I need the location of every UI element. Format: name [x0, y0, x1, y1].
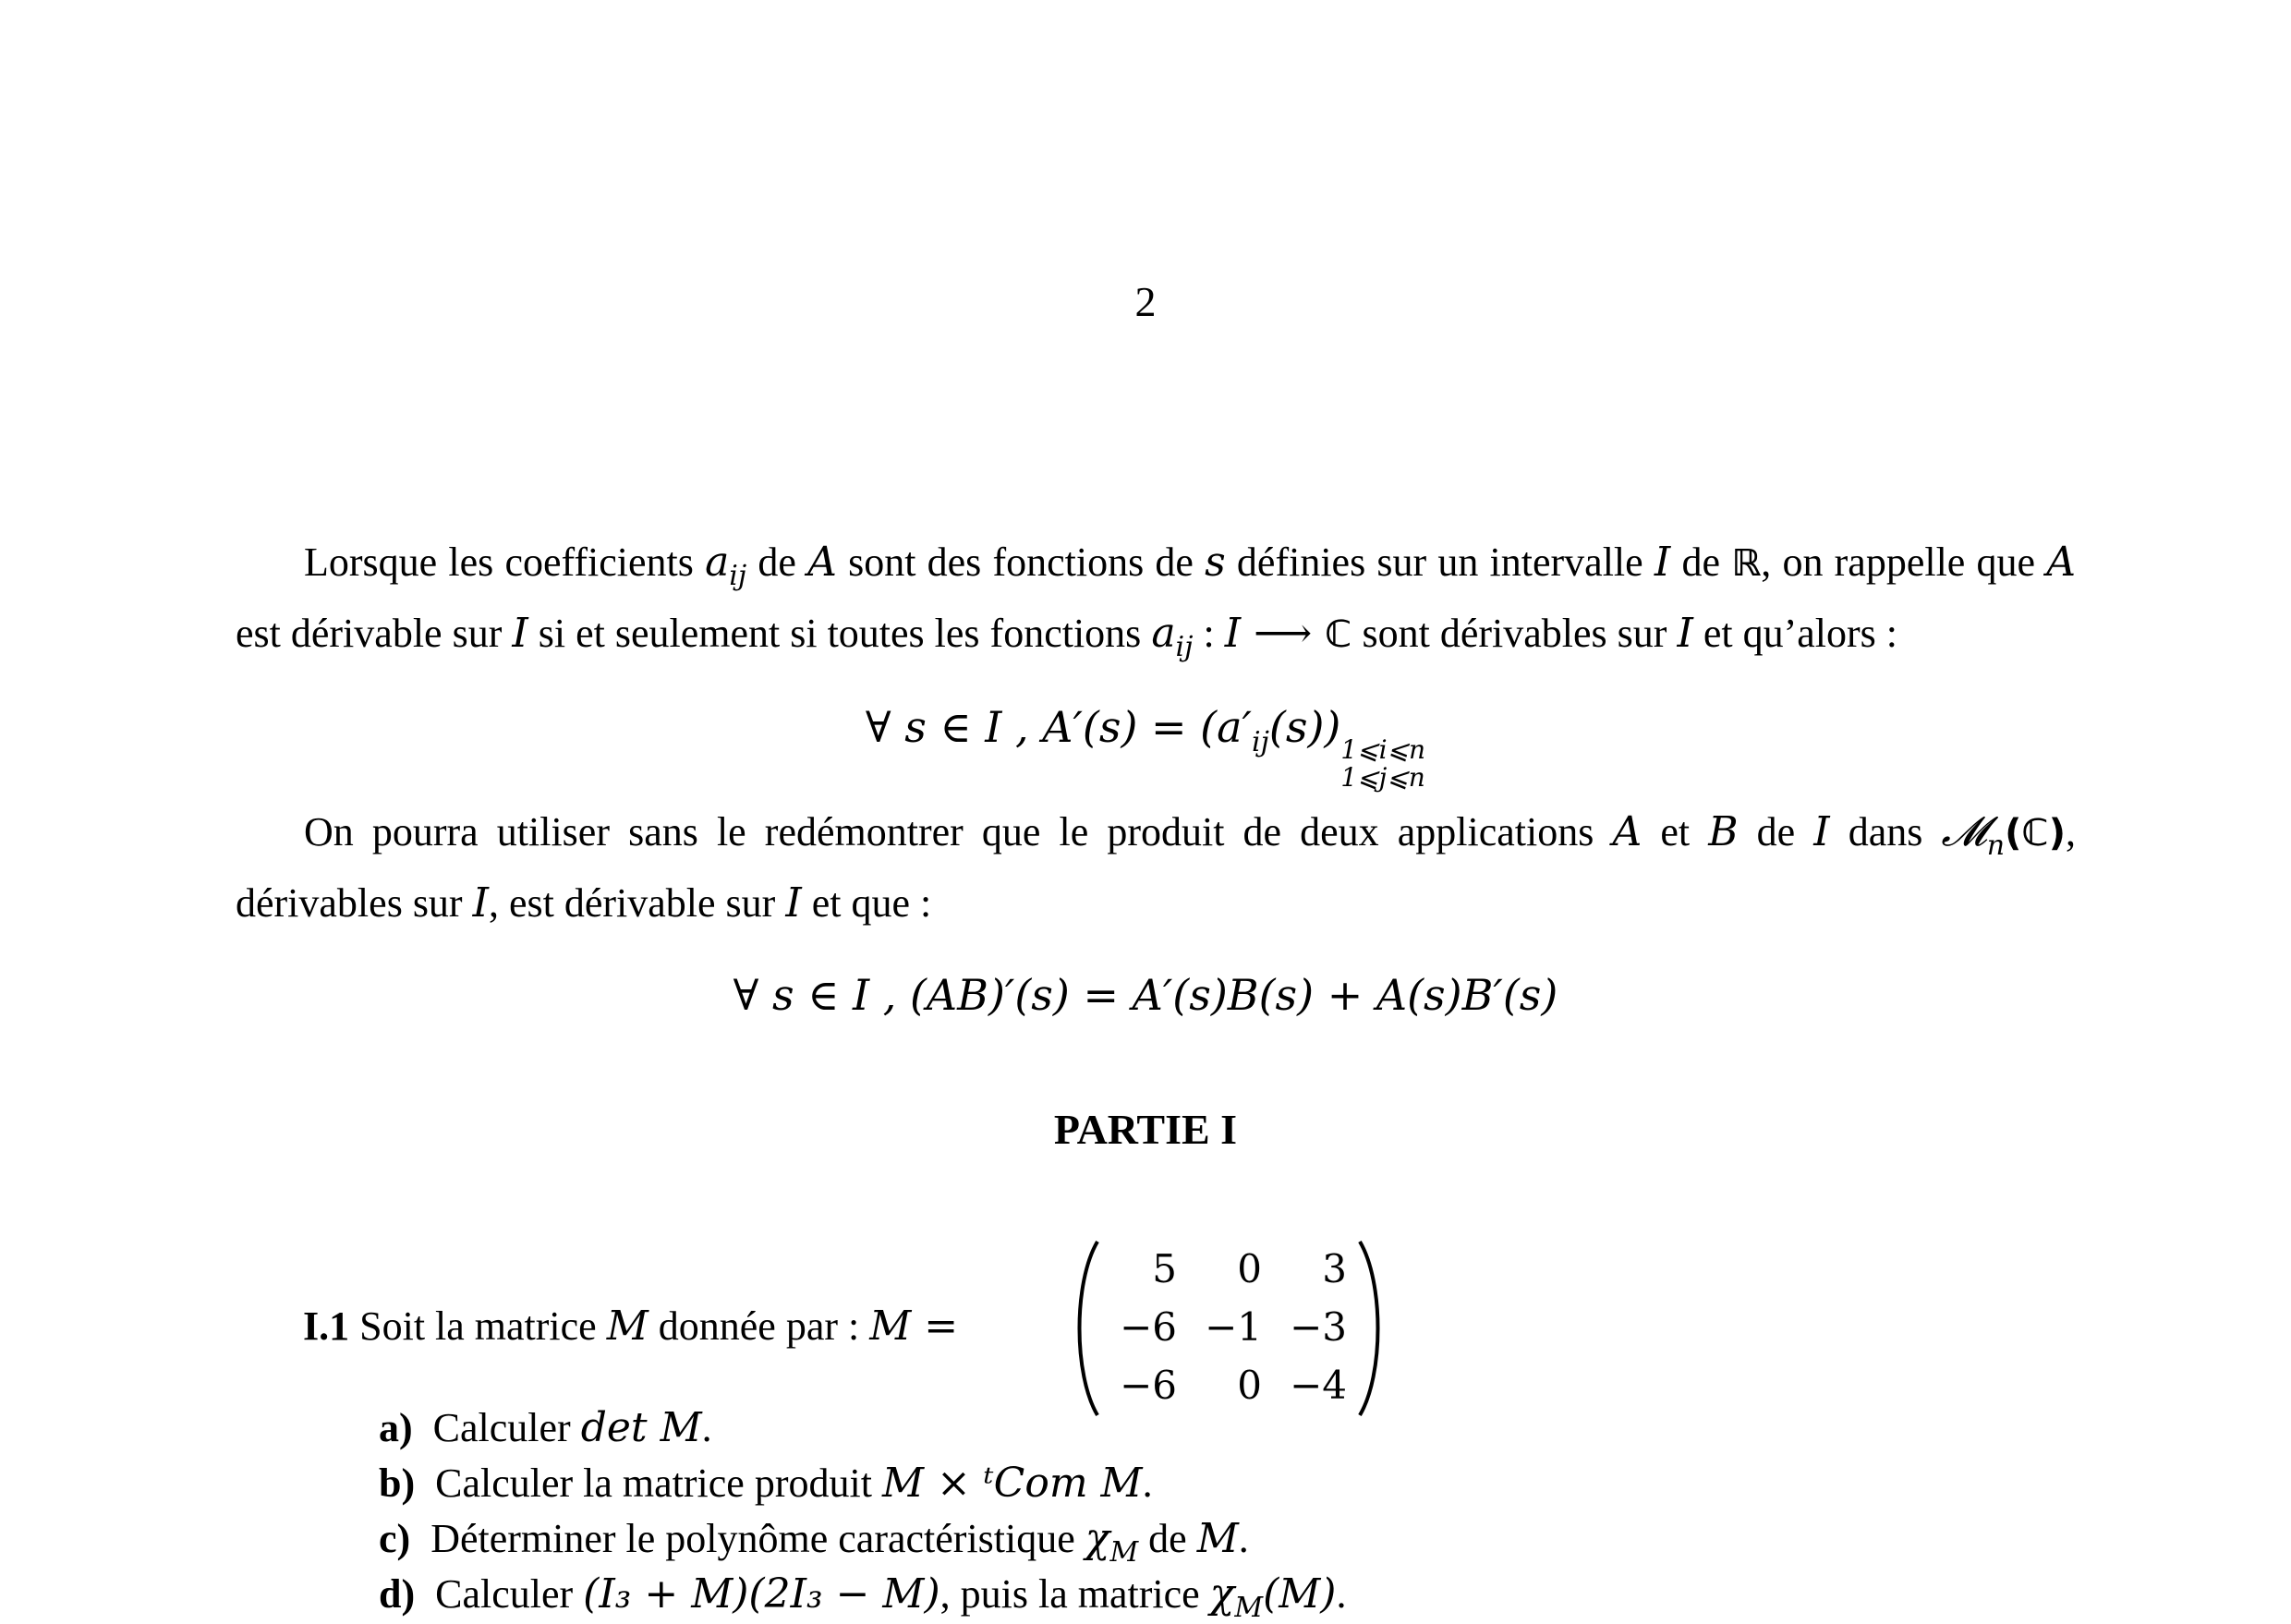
matrix-cell: 5	[1152, 1246, 1177, 1291]
intro-paragraph: Lorsque les coefficients $a_{ij}$ de A sont des fonctions de s définies sur un intervalle I de ℝ, on rappelle que A est dérivable sur I si et seulement si toutes les fonctions $a_{ij}$ : I ⟶ ℂ sont dérivables sur I et qu’alors :	[236, 539, 2077, 663]
item-b: b) Calculer la matrice produit M × ᵗCom M.	[379, 1460, 1153, 1507]
matrix-grid	[1101, 1240, 1356, 1415]
item-d: d) Calculer (I₃ + M)(2I₃ − M), puis la matrice $\chi_M(M)$.	[379, 1570, 1347, 1624]
page-number: 2	[1134, 278, 1157, 325]
section-title: PARTIE I	[1053, 1106, 1238, 1153]
matrix-cell: 0	[1237, 1363, 1262, 1408]
matrix-cell: −1	[1205, 1304, 1262, 1350]
item-c: c) Déterminer le polynôme caractéristique $\chi_M$ de M.	[379, 1515, 1249, 1569]
matrix-cell: 0	[1237, 1246, 1262, 1291]
matrix-cell: −4	[1290, 1363, 1347, 1408]
matrix-cell: −6	[1120, 1304, 1177, 1350]
product-rule-formula: ∀ s ∈ I , (AB)′(s) = A′(s)B(s) + A(s)B′(s)	[733, 970, 1558, 1020]
item-a: a) Calculer det M.	[379, 1404, 712, 1451]
derivative-formula: ∀ s ∈ I , $A'(s) = (a'_{ij}(s))1⩽i⩽n$ 1⩽j⩽n	[865, 702, 1426, 793]
matrix-cell: 3	[1322, 1246, 1347, 1291]
matrix-M	[1072, 1236, 1386, 1421]
matrix-cell: −6	[1120, 1363, 1177, 1408]
question-statement: I.1 Soit la matrice M donnée par : M =	[303, 1303, 959, 1350]
matrix-cell: −3	[1290, 1304, 1347, 1350]
product-paragraph: On pourra utiliser sans le redémontrer que le produit de deux applications A et B de I dans 𝓜$_n$(ℂ), dérivables sur I, est dérivable sur I et que :	[236, 808, 2077, 927]
